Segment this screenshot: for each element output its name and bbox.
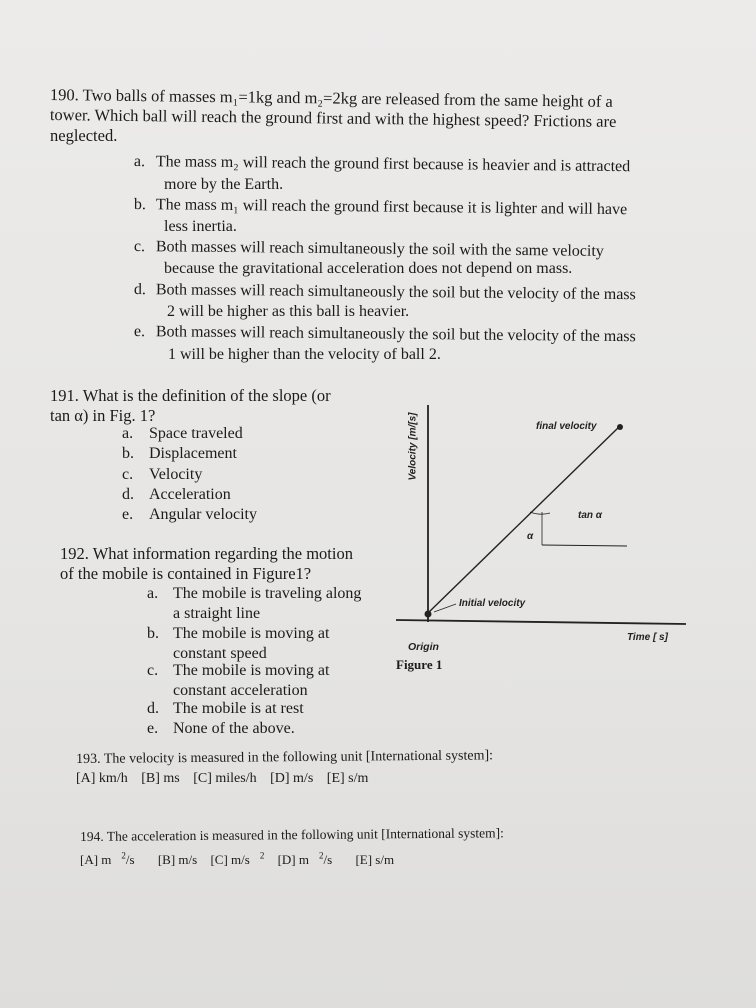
option-text: Angular velocity — [149, 506, 257, 523]
option-text: Space traveled — [149, 425, 243, 442]
initial-velocity-label: Initial velocity — [459, 598, 526, 609]
q190-option-b-cont: less inertia. — [164, 218, 237, 235]
initial-velocity-pointer — [434, 604, 456, 612]
y-axis-label: Velocity [m/[s] — [407, 412, 419, 481]
option-letter: e. — [122, 506, 134, 523]
q194-answer-c — [210, 852, 264, 867]
option-letter: b. — [133, 196, 146, 214]
q194-question: 194. The acceleration is measured in the following unit [International system]: — [80, 825, 504, 844]
q190-line-1: 190. Two balls of masses m₁=1kg and m₂=2kg are released from the same height of a — [49, 85, 613, 111]
origin-label: Origin — [408, 641, 439, 653]
q192-line-2: of the mobile is contained in Figure1? — [60, 564, 312, 583]
tan-alpha-label: tan α — [578, 510, 602, 521]
q191-line-1: 191. What is the definition of the slope (or — [50, 386, 331, 405]
option-text: Both masses will reach simultaneously the soil but the velocity of the mass — [155, 281, 636, 304]
final-point — [617, 424, 623, 430]
alpha-arc — [530, 512, 550, 514]
option-letter: c. — [122, 466, 134, 483]
figure-caption: Figure 1 — [396, 657, 443, 672]
q190-option-e-cont: 1 will be higher than the velocity of ball 2. — [168, 346, 441, 363]
unit-tail: /s — [125, 852, 135, 868]
unit-base: [C] m/s — [210, 852, 250, 868]
option-text: Both masses will reach simultaneously the soil but the velocity of the mass — [155, 323, 636, 346]
q193-answer-e: [E] s/m — [326, 771, 369, 786]
q191-line-2: tan α) in Fig. 1? — [50, 406, 156, 425]
option-letter: e. — [133, 323, 146, 341]
option-text: The mobile is moving at — [173, 662, 330, 679]
q192-option-c-cont: constant acceleration — [173, 682, 308, 699]
q194-answer-b: [B] m/s — [157, 852, 198, 868]
option-letter: b. — [122, 445, 134, 462]
unit-exponent: 2 — [319, 851, 324, 861]
q193-answer-c: [C] miles/h — [193, 771, 257, 786]
unit-base: [D] m — [277, 852, 310, 868]
q190-line-3: neglected. — [50, 126, 118, 145]
q192-line-1: 192. What information regarding the motion — [60, 544, 353, 563]
q194-answer-e: [E] s/m — [355, 852, 395, 868]
option-text: Velocity — [149, 466, 203, 483]
option-letter: e. — [147, 720, 159, 737]
option-text: Acceleration — [149, 486, 231, 503]
unit-base: [A] m — [80, 852, 112, 868]
q194-answers — [80, 848, 404, 868]
option-text: Both masses will reach simultaneously the soil with the same velocity — [155, 238, 604, 260]
option-letter: d. — [147, 700, 159, 717]
option-text: Displacement — [149, 445, 237, 462]
option-letter: b. — [147, 625, 159, 642]
final-velocity-label: final velocity — [536, 421, 597, 432]
q193-question: 193. The velocity is measured in the following unit [International system]: — [76, 748, 494, 767]
q192-option-a-cont: a straight line — [173, 605, 261, 622]
q190-option-d-cont: 2 will be higher as this ball is heavier. — [167, 303, 410, 320]
q190-option-a-cont: more by the Earth. — [164, 176, 284, 193]
q194-answer-d — [278, 852, 343, 867]
q194-answer-a — [80, 852, 145, 867]
option-letter: a. — [122, 425, 134, 442]
q192-option-b-cont: constant speed — [173, 645, 267, 662]
option-text: The mobile is traveling along — [173, 585, 362, 602]
q193-answer-d: [D] m/s — [270, 771, 314, 786]
option-text: The mobile is at rest — [173, 700, 304, 717]
x-axis-label: Time [ s] — [627, 632, 668, 643]
alpha-label: α — [527, 531, 534, 542]
q190-option-c-cont: because the gravitational acceleration does not depend on mass. — [164, 260, 573, 277]
unit-tail: /s — [323, 852, 333, 868]
option-letter: a. — [133, 153, 146, 171]
initial-point — [425, 611, 432, 618]
option-letter: d. — [122, 486, 134, 503]
q190-line-2: tower. Which ball will reach the ground first and with the highest speed? Frictions are — [49, 105, 617, 131]
option-text: The mass m₂ will reach the ground first because is heavier and is attracted — [155, 153, 631, 176]
unit-exponent: 2 — [121, 851, 126, 861]
option-letter: c. — [147, 662, 159, 679]
q193-answers — [76, 771, 378, 787]
option-letter: d. — [133, 281, 146, 299]
option-letter: c. — [133, 238, 146, 256]
q193-answer-b: [B] ms — [141, 771, 180, 786]
option-text: The mass m₁ will reach the ground first because it is lighter and will have — [155, 196, 628, 219]
option-letter: a. — [147, 585, 159, 602]
x-axis — [396, 620, 686, 624]
unit-exponent: 2 — [259, 851, 265, 861]
q193-answer-a: [A] km/h — [76, 771, 128, 786]
option-text: The mobile is moving at — [173, 625, 330, 642]
option-text: None of the above. — [173, 720, 295, 737]
slope-horizontal — [542, 545, 627, 546]
